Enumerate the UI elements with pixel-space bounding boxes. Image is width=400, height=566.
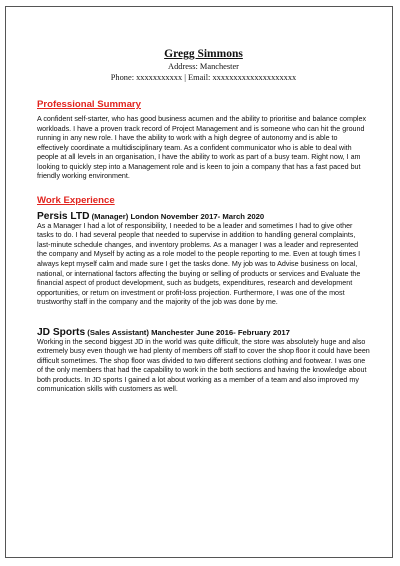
job-description: As a Manager I had a lot of responsibility, I needed to be a leader and sometimes I had to give other tasks to do. I had several people that needed to supervise in addition to handling general complaints, last-minute schedule changes, and inventory problems. As a manager I was a leader and represented the company and Myself by acting as a role model to the people reporting to me. Even at tough times I always kept myself calm and made sure I get the tasks done. My job was to Advise business on local, national, or international factors affecting the buying or selling of products or services and Evaluate the financial aspect of product development, such as budgets, expenditures, research and development opportunities, or return on investment or profit-loss projection. Furthermore, I was one of the most trustworthy staff in the company and the majority of the job was done by me.	[37, 221, 361, 307]
resume-page	[5, 6, 393, 558]
resume-content	[37, 47, 370, 395]
job-role: (Manager)	[91, 211, 129, 221]
job-description: Working in the second biggest JD in the world was quite difficult, the store was absolutely huge and also extremely busy even though we had plenty of members off staff to cover the shop floor it could have been difficult sometimes. The shop floor was divided to two different sections clothing and footwear. I was one of the only members that had the capability to work in the both sections and having the knowledge about both products. In JD sports I gained a lot about working as a member of a team and also improved my communication skills with customers as well.	[37, 337, 370, 394]
job-company: JD Sports	[37, 326, 86, 338]
job-role: (Sales Assistant)	[87, 327, 149, 337]
professional-summary-heading: Professional Summary	[37, 99, 141, 110]
job-location-dates: London November 2017- March 2020	[130, 211, 265, 221]
job-entry	[37, 211, 370, 308]
job-location-dates: Manchester June 2016- February 2017	[151, 327, 290, 337]
candidate-name: Gregg Simmons	[164, 48, 243, 60]
address-line: Address: Manchester	[168, 62, 239, 71]
job-heading	[37, 211, 370, 222]
contact-line: Phone: xxxxxxxxxxx | Email: xxxxxxxxxxxxxxxxxxxx	[110, 73, 297, 82]
work-experience-heading: Work Experience	[37, 194, 115, 206]
job-entry	[37, 327, 370, 395]
job-heading	[37, 327, 370, 338]
professional-summary-text: A confident self-starter, who has good business acumen and the ability to prioritise and balance complex workloads. I have a proven track record of Project Management and is someone who can hit the ground running in any new role. I have the ability to work with a high degree of autonomy and is able to effectively coordinate a multidisciplinary team. As a confident communicator who is able to deal with people at all levels in an organisation, I have the ability to work as part of a busy team. Right now, I am looking to quickly step into a Management role and is keen to join a company that has a fast paced but friendly working environment.	[37, 115, 367, 181]
job-company: Persis LTD	[37, 210, 90, 222]
